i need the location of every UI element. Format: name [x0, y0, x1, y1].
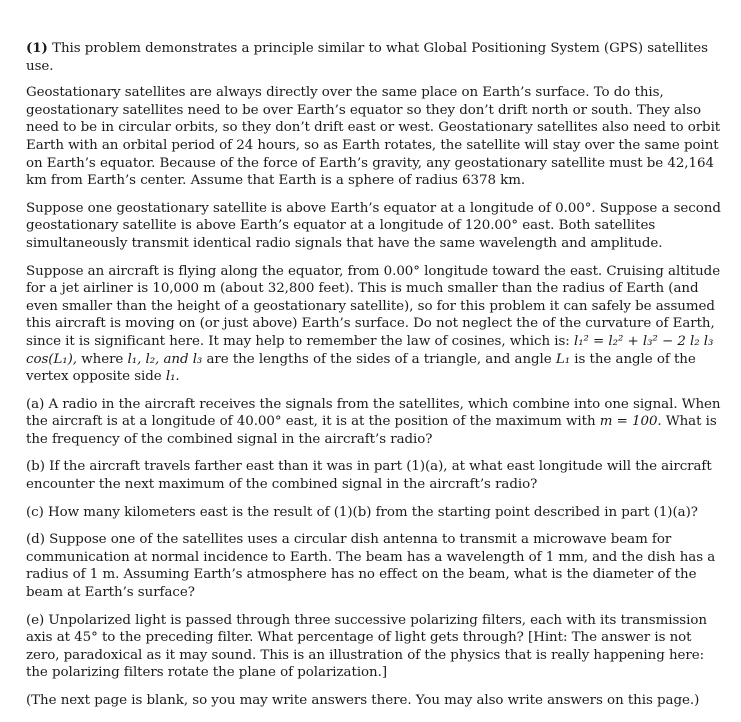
part-a-text: (a) A radio in the aircraft receives the signals from the satellites, which combine into one signal. When the aircraft is at a longitude of 40.00° east, it is at the position of the maximum with — [26, 396, 721, 430]
problem-number: (1) — [26, 40, 48, 56]
side-symbol: l₁. — [165, 369, 180, 385]
triangle-sides: l₁, l₂, and l₃ — [127, 351, 203, 367]
aircraft-sides-text: are the lengths of the sides of a triangle, and angle — [206, 351, 552, 367]
part-e: (e) Unpolarized light is passed through three successive polarizing filters, each with its transmission axis at 45° to the preceding filter. What percentage of light gets through? [Hint: The answer is not zero, paradoxical as it may sound. This is an illustration of the physics that is really happening here: the polarizing filters rotate the plane of polarization.] — [26, 612, 707, 681]
part-c: (c) How many kilometers east is the result of (1)(b) from the starting point described in part (1)(a)? — [26, 504, 698, 520]
page-note: (The next page is blank, so you may write answers there. You may also write answers on this page.) — [26, 693, 700, 708]
paragraph-geostationary: Geostationary satellites are always directly over the same place on Earth’s surface. To do this, geostationary satellites need to be over Earth’s equator so they don’t drift north or south. They also need to be in circular orbits, so they don’t drift east or west. Geostationary satellites also need to orbit Earth with an orbital period of 24 hours, so as Earth rotates, the satellite will stay over the same point on Earth’s equator. Because of the force of Earth’s gravity, any geostationary satellite must be 42,164 km from Earth’s center. Assume that Earth is a sphere of radius 6378 km. — [26, 85, 721, 189]
problem-heading — [26, 40, 723, 75]
part-b: (b) If the aircraft travels farther east than it was in part (1)(a), at what east longitude will the aircraft encounter the next maximum of the combined signal in the aircraft’s radio? — [26, 459, 712, 493]
max-order: m = 100. — [599, 414, 662, 430]
part-a-question: What is the frequency of the combined signal in the aircraft’s radio? — [26, 414, 717, 447]
part-a — [26, 396, 723, 449]
part-d: (d) Suppose one of the satellites uses a circular dish antenna to transmit a microwave beam for communication at normal incidence to Earth. The beam has a wavelength of 1 mm, and the dish has a radius of 1 m. Assuming Earth’s atmosphere has no effect on the beam, what is the diameter of the beam at Earth’s surface? — [26, 532, 716, 601]
law-of-cosines-formula: l₁² = l₂² + l₃² − 2 l₂ l₃ cos(L₁), — [26, 333, 714, 367]
aircraft-text: Suppose an aircraft is flying along the equator, from 0.00° longitude toward the east. Cruising altitude for a jet airliner is 10,000 m (about 32,800 feet). This is much smaller than the radius of Earth (and even smaller than the height of a geostationary satellite), so for this problem it can safely be assumed this aircraft is moving on (or just above) Earth’s surface. Do not neglect the of the curvature of Earth, since it is significant here. It may help to remember the law of cosines, which is: — [26, 263, 721, 349]
aircraft-angle-text: is the angle of the vertex opposite side — [26, 351, 696, 385]
angle-symbol: L₁ — [555, 351, 571, 367]
problem-intro: This problem demonstrates a principle similar to what Global Positioning System (GPS) satellites use. — [26, 41, 708, 74]
paragraph-aircraft — [26, 263, 723, 386]
paragraph-setup: Suppose one geostationary satellite is above Earth’s equator at a longitude of 0.00°. Suppose a second geostationary satellite is above Earth’s equator at a longitude of 120.00° east. Both satellites simultaneously transmit identical radio signals that have the same wavelength and amplitude. — [26, 200, 721, 251]
aircraft-where: where — [81, 351, 124, 367]
